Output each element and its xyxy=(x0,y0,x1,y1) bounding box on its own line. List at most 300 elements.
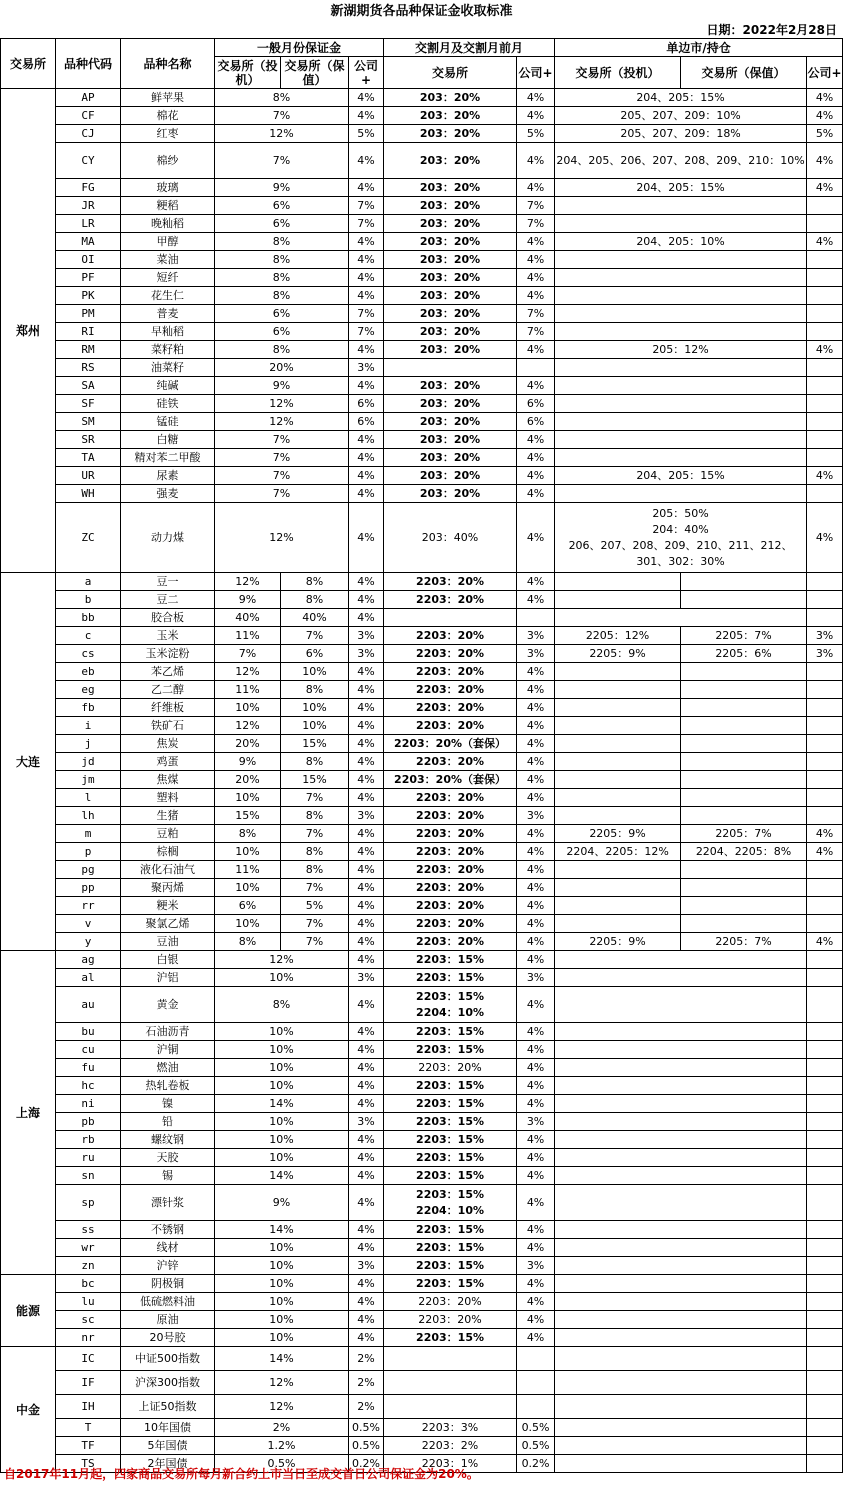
table-body xyxy=(1,89,843,1473)
delivery-margin-cell: 203：20% xyxy=(384,305,517,323)
single-company-cell xyxy=(807,1167,843,1185)
margin-spec-cell: 20% xyxy=(215,735,281,753)
code-cell: c xyxy=(56,627,121,645)
margin-spec-cell: 11% xyxy=(215,627,281,645)
table-row xyxy=(1,879,843,897)
name-cell: 玉米淀粉 xyxy=(121,645,215,663)
margin-cell: 12% xyxy=(215,503,349,573)
company-plus-cell: 4% xyxy=(349,987,384,1023)
delivery-company-cell: 4% xyxy=(517,1311,555,1329)
single-company-cell xyxy=(807,717,843,735)
single-margin-cell xyxy=(555,1023,807,1041)
header-name: 品种名称 xyxy=(121,39,215,89)
single-margin-cell xyxy=(555,951,807,969)
single-company-cell xyxy=(807,1149,843,1167)
name-cell: 红枣 xyxy=(121,125,215,143)
delivery-company-cell: 4% xyxy=(517,467,555,485)
delivery-company-cell: 4% xyxy=(517,753,555,771)
margin-cell: 14% xyxy=(215,1095,349,1113)
margin-cell: 7% xyxy=(215,485,349,503)
code-cell: AP xyxy=(56,89,121,107)
single-company-cell xyxy=(807,951,843,969)
code-cell: eb xyxy=(56,663,121,681)
single-company-cell: 3% xyxy=(807,645,843,663)
delivery-company-cell: 4% xyxy=(517,449,555,467)
name-cell: 豆油 xyxy=(121,933,215,951)
code-cell: jd xyxy=(56,753,121,771)
company-plus-cell: 4% xyxy=(349,915,384,933)
delivery-company-cell xyxy=(517,1347,555,1371)
name-cell: 菜籽粕 xyxy=(121,341,215,359)
margin-cell: 12% xyxy=(215,413,349,431)
margin-spec-cell: 12% xyxy=(215,717,281,735)
code-cell: wr xyxy=(56,1239,121,1257)
delivery-margin-cell: 2203：1% xyxy=(384,1455,517,1473)
single-margin-cell xyxy=(555,1059,807,1077)
single-company-cell xyxy=(807,413,843,431)
header-general-margin: 一般月份保证金 xyxy=(215,39,384,57)
margin-spec-cell: 10% xyxy=(215,843,281,861)
delivery-company-cell: 4% xyxy=(517,107,555,125)
code-cell: cu xyxy=(56,1041,121,1059)
code-cell: pp xyxy=(56,879,121,897)
code-cell: l xyxy=(56,789,121,807)
single-hedge-cell xyxy=(681,771,807,789)
header-exch-hedge: 交易所（保值） xyxy=(281,57,349,89)
company-plus-cell: 5% xyxy=(349,125,384,143)
margin-cell: 10% xyxy=(215,1041,349,1059)
margin-hedge-cell: 10% xyxy=(281,699,349,717)
company-plus-cell: 4% xyxy=(349,341,384,359)
single-company-cell xyxy=(807,609,843,627)
single-spec-cell xyxy=(555,861,681,879)
margin-cell: 10% xyxy=(215,1113,349,1131)
single-spec-cell xyxy=(555,897,681,915)
delivery-company-cell: 4% xyxy=(517,663,555,681)
delivery-margin-cell: 203：20% xyxy=(384,107,517,125)
delivery-margin-cell: 2203：20% xyxy=(384,933,517,951)
name-cell: 尿素 xyxy=(121,467,215,485)
single-spec-cell xyxy=(555,753,681,771)
single-company-cell xyxy=(807,1239,843,1257)
name-cell: 普麦 xyxy=(121,305,215,323)
exchange-cell: 郑州 xyxy=(1,89,56,573)
margin-hedge-cell: 15% xyxy=(281,771,349,789)
delivery-margin-cell: 2203：15% xyxy=(384,1257,517,1275)
code-cell: CY xyxy=(56,143,121,179)
table-row xyxy=(1,573,843,591)
single-company-cell xyxy=(807,1131,843,1149)
margin-hedge-cell: 7% xyxy=(281,825,349,843)
delivery-margin-cell xyxy=(384,1347,517,1371)
table-row xyxy=(1,1149,843,1167)
name-cell: 晚籼稻 xyxy=(121,215,215,233)
table-row xyxy=(1,789,843,807)
single-spec-cell: 2204、2205：12% xyxy=(555,843,681,861)
table-row xyxy=(1,233,843,251)
header-single-limit: 单边市/持仓 xyxy=(555,39,843,57)
name-cell: 菜油 xyxy=(121,251,215,269)
table-row xyxy=(1,753,843,771)
code-cell: ss xyxy=(56,1221,121,1239)
code-cell: p xyxy=(56,843,121,861)
code-cell: FG xyxy=(56,179,121,197)
delivery-company-cell: 4% xyxy=(517,861,555,879)
margin-hedge-cell: 7% xyxy=(281,915,349,933)
table-row xyxy=(1,951,843,969)
delivery-margin-cell: 203：20% xyxy=(384,89,517,107)
company-plus-cell: 4% xyxy=(349,951,384,969)
single-company-cell xyxy=(807,771,843,789)
code-cell: PK xyxy=(56,287,121,305)
company-plus-cell: 3% xyxy=(349,1257,384,1275)
delivery-margin-cell: 2203：20% xyxy=(384,591,517,609)
name-cell: 白银 xyxy=(121,951,215,969)
company-plus-cell: 4% xyxy=(349,1275,384,1293)
delivery-company-cell: 4% xyxy=(517,179,555,197)
table-row xyxy=(1,987,843,1023)
code-cell: UR xyxy=(56,467,121,485)
single-hedge-cell xyxy=(681,789,807,807)
name-cell: 热轧卷板 xyxy=(121,1077,215,1095)
header-delivery-month: 交割月及交割月前月 xyxy=(384,39,555,57)
table-row xyxy=(1,341,843,359)
single-company-cell xyxy=(807,1347,843,1371)
single-company-cell xyxy=(807,897,843,915)
company-plus-cell: 4% xyxy=(349,89,384,107)
table-row xyxy=(1,663,843,681)
single-hedge-cell xyxy=(681,807,807,825)
company-plus-cell: 3% xyxy=(349,645,384,663)
table-row xyxy=(1,969,843,987)
table-row xyxy=(1,1131,843,1149)
margin-cell: 20% xyxy=(215,359,349,377)
single-company-cell xyxy=(807,1059,843,1077)
single-hedge-cell: 2205：6% xyxy=(681,645,807,663)
table-row xyxy=(1,305,843,323)
margin-cell: 10% xyxy=(215,1023,349,1041)
name-cell: 线材 xyxy=(121,1239,215,1257)
margin-cell: 10% xyxy=(215,1059,349,1077)
table-row xyxy=(1,1113,843,1131)
delivery-margin-cell: 2203：20% xyxy=(384,915,517,933)
company-plus-cell: 4% xyxy=(349,1185,384,1221)
table-row xyxy=(1,717,843,735)
header-delivery-company-plus: 公司+ xyxy=(517,57,555,89)
delivery-margin-cell: 2203：20% xyxy=(384,645,517,663)
single-margin-cell xyxy=(555,1131,807,1149)
name-cell: 上证50指数 xyxy=(121,1395,215,1419)
company-plus-cell: 4% xyxy=(349,1311,384,1329)
code-cell: pb xyxy=(56,1113,121,1131)
name-cell: 锰硅 xyxy=(121,413,215,431)
name-cell: 苯乙烯 xyxy=(121,663,215,681)
single-margin-cell: 205：12% xyxy=(555,341,807,359)
table-row xyxy=(1,843,843,861)
single-hedge-cell xyxy=(681,915,807,933)
single-company-cell xyxy=(807,1095,843,1113)
delivery-company-cell: 4% xyxy=(517,699,555,717)
code-cell: au xyxy=(56,987,121,1023)
table-row xyxy=(1,1023,843,1041)
margin-hedge-cell: 7% xyxy=(281,933,349,951)
margin-hedge-cell: 8% xyxy=(281,681,349,699)
single-company-cell xyxy=(807,1185,843,1221)
single-company-cell: 4% xyxy=(807,843,843,861)
single-company-cell: 4% xyxy=(807,341,843,359)
code-cell: CJ xyxy=(56,125,121,143)
margin-spec-cell: 10% xyxy=(215,879,281,897)
company-plus-cell: 4% xyxy=(349,1221,384,1239)
margin-hedge-cell: 15% xyxy=(281,735,349,753)
name-cell: 硅铁 xyxy=(121,395,215,413)
single-company-cell xyxy=(807,591,843,609)
delivery-company-cell: 4% xyxy=(517,89,555,107)
table-row xyxy=(1,627,843,645)
name-cell: 铁矿石 xyxy=(121,717,215,735)
company-plus-cell: 4% xyxy=(349,377,384,395)
margin-spec-cell: 7% xyxy=(215,645,281,663)
single-margin-cell xyxy=(555,197,807,215)
single-company-cell xyxy=(807,1371,843,1395)
delivery-company-cell: 4% xyxy=(517,879,555,897)
company-plus-cell: 4% xyxy=(349,879,384,897)
table-row xyxy=(1,915,843,933)
company-plus-cell: 4% xyxy=(349,825,384,843)
table-row xyxy=(1,1077,843,1095)
margin-cell: 8% xyxy=(215,269,349,287)
delivery-margin-cell: 2203：20% xyxy=(384,807,517,825)
name-cell: 沪铝 xyxy=(121,969,215,987)
company-plus-cell: 0.5% xyxy=(349,1437,384,1455)
company-plus-cell: 4% xyxy=(349,681,384,699)
delivery-company-cell: 4% xyxy=(517,269,555,287)
margin-cell: 12% xyxy=(215,951,349,969)
name-cell: 镍 xyxy=(121,1095,215,1113)
delivery-margin-cell: 2203：15% xyxy=(384,1239,517,1257)
delivery-margin-cell: 2203：15% xyxy=(384,1023,517,1041)
company-plus-cell: 4% xyxy=(349,771,384,789)
margin-spec-cell: 8% xyxy=(215,933,281,951)
margin-cell: 10% xyxy=(215,969,349,987)
margin-cell: 8% xyxy=(215,233,349,251)
header-delivery-exch: 交易所 xyxy=(384,57,517,89)
name-cell: 聚氯乙烯 xyxy=(121,915,215,933)
single-spec-cell xyxy=(555,717,681,735)
code-cell: sp xyxy=(56,1185,121,1221)
margin-hedge-cell: 8% xyxy=(281,807,349,825)
delivery-margin-cell: 2203：15% xyxy=(384,1131,517,1149)
table-row xyxy=(1,197,843,215)
delivery-company-cell: 4% xyxy=(517,843,555,861)
margin-cell: 10% xyxy=(215,1293,349,1311)
table-row xyxy=(1,1167,843,1185)
name-cell: 乙二醇 xyxy=(121,681,215,699)
company-plus-cell: 4% xyxy=(349,179,384,197)
table-row xyxy=(1,89,843,107)
code-cell: IF xyxy=(56,1371,121,1395)
margin-spec-cell: 10% xyxy=(215,699,281,717)
delivery-margin-cell: 203：20% xyxy=(384,467,517,485)
single-spec-cell xyxy=(555,681,681,699)
table-row xyxy=(1,1371,843,1395)
delivery-company-cell xyxy=(517,359,555,377)
single-margin-cell xyxy=(555,1167,807,1185)
company-plus-cell: 4% xyxy=(349,1329,384,1347)
table-row xyxy=(1,377,843,395)
table-row xyxy=(1,215,843,233)
single-company-cell xyxy=(807,377,843,395)
company-plus-cell: 3% xyxy=(349,969,384,987)
table-row xyxy=(1,395,843,413)
delivery-margin-cell: 2203：20% xyxy=(384,825,517,843)
margin-hedge-cell: 8% xyxy=(281,843,349,861)
margin-hedge-cell: 8% xyxy=(281,591,349,609)
single-margin-cell xyxy=(555,431,807,449)
delivery-margin-cell: 2203：20% xyxy=(384,717,517,735)
delivery-company-cell: 7% xyxy=(517,305,555,323)
margin-cell: 10% xyxy=(215,1149,349,1167)
code-cell: SA xyxy=(56,377,121,395)
delivery-margin-cell: 2203：20% xyxy=(384,1293,517,1311)
table-row xyxy=(1,735,843,753)
margin-cell: 12% xyxy=(215,1371,349,1395)
company-plus-cell: 4% xyxy=(349,699,384,717)
margin-spec-cell: 15% xyxy=(215,807,281,825)
delivery-margin-cell: 2203：20% xyxy=(384,897,517,915)
table-row xyxy=(1,609,843,627)
margin-spec-cell: 12% xyxy=(215,573,281,591)
table-row xyxy=(1,1311,843,1329)
table-row xyxy=(1,1293,843,1311)
single-hedge-cell: 2205：7% xyxy=(681,627,807,645)
delivery-margin-cell: 203：20% xyxy=(384,251,517,269)
single-margin-cell xyxy=(555,251,807,269)
code-cell: RM xyxy=(56,341,121,359)
company-plus-cell: 4% xyxy=(349,107,384,125)
name-cell: 沪铜 xyxy=(121,1041,215,1059)
margin-cell: 7% xyxy=(215,449,349,467)
company-plus-cell: 4% xyxy=(349,431,384,449)
name-cell: 聚丙烯 xyxy=(121,879,215,897)
single-margin-cell xyxy=(555,1239,807,1257)
margin-hedge-cell: 5% xyxy=(281,897,349,915)
margin-cell: 9% xyxy=(215,179,349,197)
margin-cell: 8% xyxy=(215,251,349,269)
delivery-company-cell: 4% xyxy=(517,897,555,915)
single-company-cell: 3% xyxy=(807,627,843,645)
delivery-margin-cell: 2203：15% 2204：10% xyxy=(384,987,517,1023)
company-plus-cell: 4% xyxy=(349,467,384,485)
margin-cell: 0.5% xyxy=(215,1455,349,1473)
table-row xyxy=(1,1257,843,1275)
delivery-company-cell: 4% xyxy=(517,251,555,269)
margin-spec-cell: 40% xyxy=(215,609,281,627)
delivery-margin-cell: 203：20% xyxy=(384,413,517,431)
code-cell: bu xyxy=(56,1023,121,1041)
delivery-company-cell: 5% xyxy=(517,125,555,143)
margin-cell: 10% xyxy=(215,1131,349,1149)
single-margin-cell xyxy=(555,1419,807,1437)
delivery-company-cell: 4% xyxy=(517,591,555,609)
name-cell: 铅 xyxy=(121,1113,215,1131)
delivery-company-cell: 4% xyxy=(517,431,555,449)
single-hedge-cell: 2204、2205：8% xyxy=(681,843,807,861)
single-company-cell: 4% xyxy=(807,89,843,107)
code-cell: SR xyxy=(56,431,121,449)
single-company-cell xyxy=(807,735,843,753)
table-row xyxy=(1,269,843,287)
table-row xyxy=(1,681,843,699)
delivery-margin-cell: 2203：15% xyxy=(384,1077,517,1095)
name-cell: 油菜籽 xyxy=(121,359,215,377)
single-company-cell: 4% xyxy=(807,467,843,485)
company-plus-cell: 4% xyxy=(349,1131,384,1149)
delivery-company-cell: 4% xyxy=(517,143,555,179)
code-cell: IH xyxy=(56,1395,121,1419)
delivery-company-cell: 4% xyxy=(517,341,555,359)
single-company-cell xyxy=(807,789,843,807)
company-plus-cell: 7% xyxy=(349,323,384,341)
delivery-company-cell xyxy=(517,609,555,627)
single-company-cell xyxy=(807,1041,843,1059)
code-cell: jm xyxy=(56,771,121,789)
margin-spec-cell: 8% xyxy=(215,825,281,843)
delivery-company-cell: 4% xyxy=(517,951,555,969)
single-company-cell xyxy=(807,197,843,215)
single-margin-cell xyxy=(555,1293,807,1311)
name-cell: 玻璃 xyxy=(121,179,215,197)
delivery-company-cell: 7% xyxy=(517,323,555,341)
delivery-margin-cell: 2203：3% xyxy=(384,1419,517,1437)
single-company-cell: 4% xyxy=(807,143,843,179)
margin-hedge-cell: 7% xyxy=(281,627,349,645)
company-plus-cell: 4% xyxy=(349,609,384,627)
table-row xyxy=(1,107,843,125)
company-plus-cell: 4% xyxy=(349,1293,384,1311)
single-hedge-cell xyxy=(681,573,807,591)
code-cell: ag xyxy=(56,951,121,969)
margin-cell: 10% xyxy=(215,1077,349,1095)
report-date: 日期：2022年2月28日 xyxy=(706,23,837,37)
delivery-margin-cell: 2203：15% xyxy=(384,969,517,987)
delivery-company-cell: 4% xyxy=(517,789,555,807)
delivery-company-cell: 4% xyxy=(517,735,555,753)
company-plus-cell: 4% xyxy=(349,233,384,251)
delivery-margin-cell: 203：20% xyxy=(384,323,517,341)
name-cell: 纯碱 xyxy=(121,377,215,395)
single-margin-cell xyxy=(555,1113,807,1131)
single-margin-cell xyxy=(555,1395,807,1419)
single-company-cell xyxy=(807,1077,843,1095)
single-hedge-cell: 2205：7% xyxy=(681,933,807,951)
single-company-cell xyxy=(807,681,843,699)
single-company-cell xyxy=(807,1257,843,1275)
single-margin-cell xyxy=(555,305,807,323)
code-cell: bb xyxy=(56,609,121,627)
code-cell: m xyxy=(56,825,121,843)
delivery-margin-cell: 203：20% xyxy=(384,341,517,359)
company-plus-cell: 0.5% xyxy=(349,1419,384,1437)
delivery-company-cell: 4% xyxy=(517,1221,555,1239)
name-cell: 强麦 xyxy=(121,485,215,503)
margin-cell: 6% xyxy=(215,215,349,233)
single-margin-cell xyxy=(555,485,807,503)
single-margin-cell: 205、207、209：18% xyxy=(555,125,807,143)
margin-cell: 10% xyxy=(215,1311,349,1329)
margin-cell: 7% xyxy=(215,467,349,485)
margin-cell: 10% xyxy=(215,1329,349,1347)
